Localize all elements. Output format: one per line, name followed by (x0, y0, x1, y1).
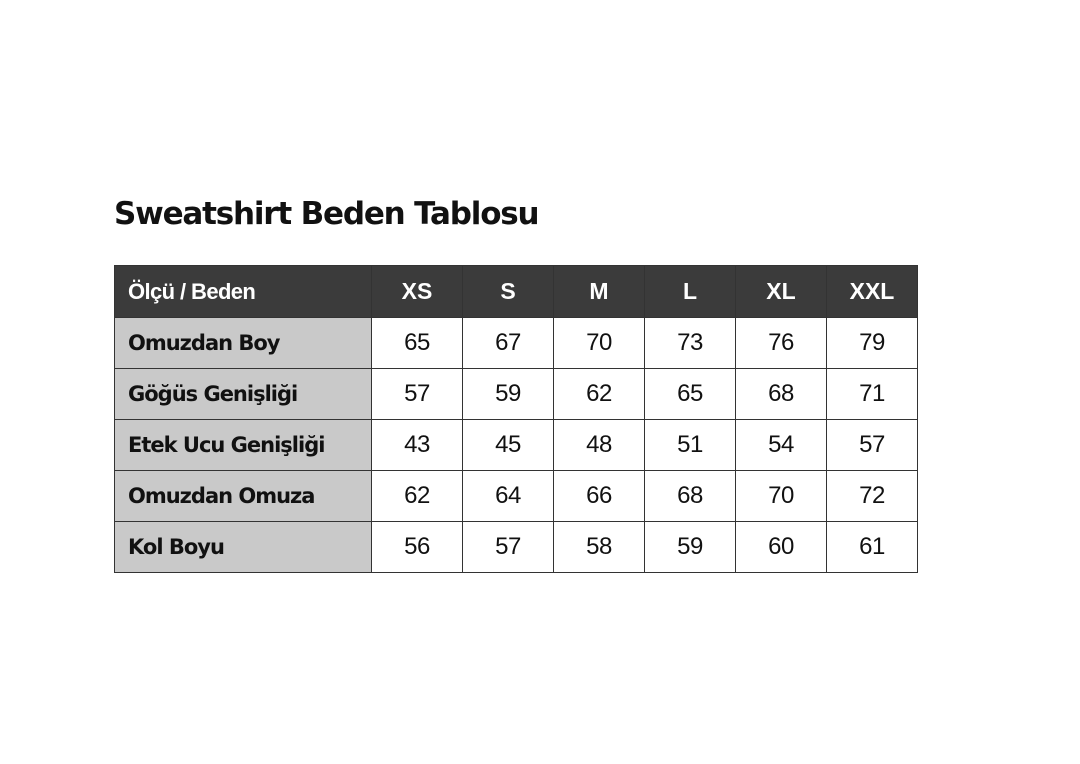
table-cell: 72 (827, 471, 918, 522)
table-cell: 57 (463, 522, 554, 573)
table-cell: 68 (645, 471, 736, 522)
table-cell: 58 (554, 522, 645, 573)
table-cell: 51 (645, 420, 736, 471)
table-cell: 59 (463, 369, 554, 420)
table-cell: 57 (372, 369, 463, 420)
row-label: Göğüs Genişliği (115, 369, 372, 420)
table-cell: 43 (372, 420, 463, 471)
table-cell: 71 (827, 369, 918, 420)
table-row (115, 522, 918, 573)
table-cell: 61 (827, 522, 918, 573)
table-cell: 62 (372, 471, 463, 522)
size-header-xs: XS (372, 266, 463, 318)
table-row (115, 318, 918, 369)
table-cell: 48 (554, 420, 645, 471)
corner-header: Ölçü / Beden (115, 266, 372, 318)
size-header-m: M (554, 266, 645, 318)
table-row (115, 369, 918, 420)
row-label: Omuzdan Omuza (115, 471, 372, 522)
table-cell: 70 (554, 318, 645, 369)
row-label: Kol Boyu (115, 522, 372, 573)
table-cell: 65 (372, 318, 463, 369)
table-cell: 68 (736, 369, 827, 420)
table-header-row (115, 266, 918, 318)
table-cell: 79 (827, 318, 918, 369)
table-cell: 57 (827, 420, 918, 471)
size-header-l: L (645, 266, 736, 318)
table-cell: 64 (463, 471, 554, 522)
size-header-s: S (463, 266, 554, 318)
page-title: Sweatshirt Beden Tablosu (114, 196, 539, 232)
table-cell: 54 (736, 420, 827, 471)
table-cell: 45 (463, 420, 554, 471)
table-cell: 65 (645, 369, 736, 420)
row-label: Etek Ucu Genişliği (115, 420, 372, 471)
table-cell: 56 (372, 522, 463, 573)
row-label: Omuzdan Boy (115, 318, 372, 369)
table-cell: 73 (645, 318, 736, 369)
table-cell: 66 (554, 471, 645, 522)
table-cell: 60 (736, 522, 827, 573)
table-cell: 70 (736, 471, 827, 522)
size-chart-table (114, 265, 918, 573)
size-header-xxl: XXL (827, 266, 918, 318)
table-cell: 59 (645, 522, 736, 573)
table-row (115, 471, 918, 522)
table-cell: 67 (463, 318, 554, 369)
table-cell: 62 (554, 369, 645, 420)
table-cell: 76 (736, 318, 827, 369)
table-row (115, 420, 918, 471)
size-header-xl: XL (736, 266, 827, 318)
